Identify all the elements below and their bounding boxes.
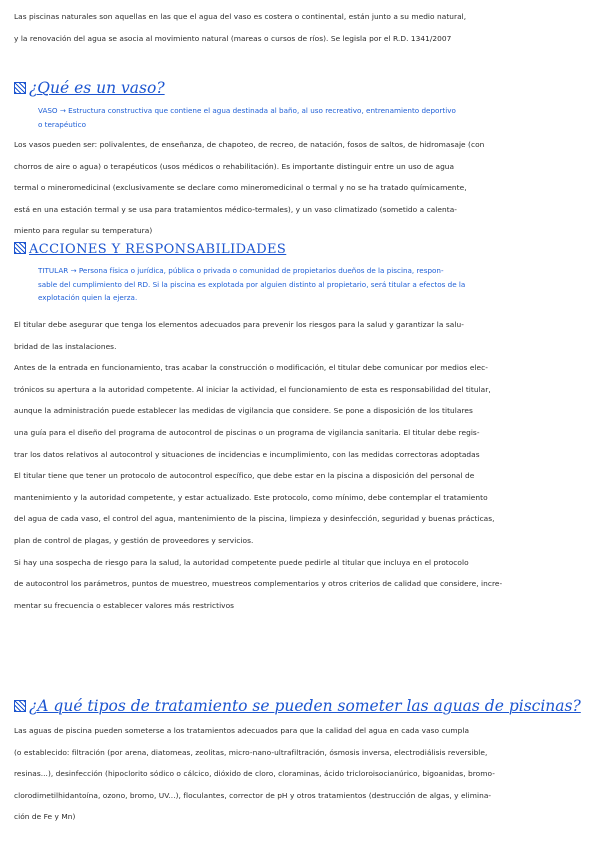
body-line: ción de Fe y Mn) (14, 812, 76, 822)
section-title: ¿Qué es un vaso? (29, 79, 165, 97)
section-heading-vaso (14, 78, 165, 98)
body-line: trar los datos relativos al autocontrol y situaciones de incidencias e incumplimiento, con las medidas correctoras adoptadas (14, 449, 480, 459)
body-line: El titular tiene que tener un protocolo de autocontrol específico, que debe estar en la piscina a disposición del personal de (14, 471, 475, 481)
body-line: una guía para el diseño del programa de autocontrol de piscinas o un programa de vigilancia sanitaria. El titular debe regis- (14, 427, 480, 437)
definition-vaso (38, 104, 587, 131)
body-line: aunque la administración puede establecer las medidas de vigilancia que considere. Se pone a disposición de los titulares (14, 406, 473, 416)
body-line: del agua de cada vaso, el control del agua, mantenimiento de la piscina, limpieza y desinfección, seguridad y buenas prácticas, (14, 514, 495, 524)
definition-line: VASO → Estructura constructiva que contiene el agua destinada al baño, al uso recreativo, entrenamiento deportivo (38, 106, 456, 115)
body-line: Las aguas de piscina pueden someterse a los tratamientos adecuados para que la calidad del agua en cada vaso cumpla (14, 726, 470, 735)
body-line: miento para regular su temperatura) (14, 226, 153, 236)
intro-line: y la renovación del agua se asocia al movimiento natural (mareas o cursos de ríos). Se legisla por el R.D. 1341/2007 (14, 33, 452, 43)
section1-body (14, 134, 587, 242)
section-heading-tratamientos (14, 696, 581, 716)
body-line: El titular debe asegurar que tenga los elementos adecuados para prevenir los riesgos para la salud y garantizar la salu- (14, 320, 464, 329)
body-line: (o establecido: filtración (por arena, diatomeas, zeolitas, micro-nano-ultrafiltración, ósmosis inversa, electrodiálisis reversible, (14, 747, 488, 757)
body-line: mantenimiento y la autoridad competente, y estar actualizado. Este protocolo, como mínimo, debe contemplar el tratamiento (14, 492, 488, 502)
section3-body (14, 720, 587, 828)
section2-body (14, 314, 587, 616)
definition-line: explotación quien la ejerza. (38, 293, 138, 302)
body-line: Los vasos pueden ser: polivalentes, de enseñanza, de chapoteo, de recreo, de natación, fosos de saltos, de hidromasaje (con (14, 140, 485, 149)
body-line: bridad de las instalaciones. (14, 341, 117, 351)
definition-titular (38, 264, 587, 305)
body-line: chorros de aire o agua) o terapéuticos (usos médicos o rehabilitación). Es importante distinguir entre un uso de agua (14, 161, 455, 171)
body-line: resinas...), desinfección (hipoclorito sódico o cálcico, dióxido de cloro, cloraminas, ácido tricloroisocianúrico, bigoanidas, bromo- (14, 769, 495, 779)
intro-line: Las piscinas naturales son aquellas en las que el agua del vaso es costera o continental, están junto a su medio natural, (14, 12, 467, 21)
definition-line: o terapéutico (38, 119, 86, 129)
definition-line: sable del cumplimiento del RD. Si la piscina es explotada por alguien distinto al propietario, será titular a efectos de la (38, 279, 466, 289)
section-title: ACCIONES Y RESPONSABILIDADES (29, 242, 287, 257)
section-heading-acciones (14, 240, 286, 260)
hatched-box-icon (14, 82, 26, 94)
body-line: plan de control de plagas, y gestión de proveedores y servicios. (14, 535, 254, 545)
body-line: de autocontrol los parámetros, puntos de muestreo, muestreos complementarios y otros criterios de calidad que considere, incre- (14, 579, 503, 589)
body-line: trónicos su apertura a la autoridad competente. Al iniciar la actividad, el funcionamiento de esta es responsabilidad del titular, (14, 384, 491, 394)
body-line: clorodimetilhidantoína, ozono, bromo, UV...), floculantes, corrector de pH y otros tratamientos (destrucción de algas, y elimina- (14, 790, 492, 800)
hatched-box-icon (14, 242, 26, 254)
intro-paragraph (14, 6, 587, 49)
body-line: Si hay una sospecha de riesgo para la salud, la autoridad competente puede pedirle al titular que incluya en el protocolo (14, 557, 469, 567)
definition-line: TITULAR → Persona física o jurídica, pública o privada o comunidad de propietarios dueños de la piscina, respon- (38, 266, 444, 275)
body-line: está en una estación termal y se usa para tratamientos médico-termales), y un vaso climatizado (sometido a calenta- (14, 204, 457, 214)
section-title: ¿A qué tipos de tratamiento se pueden someter las aguas de piscinas? (29, 697, 581, 715)
body-line: mentar su frecuencia o establecer valores más restrictivos (14, 600, 235, 610)
body-line: termal o mineromedicinal (exclusivamente se declare como mineromedicinal o termal y no se ha tratado químicamente, (14, 183, 467, 193)
hatched-box-icon (14, 700, 26, 712)
body-line: Antes de la entrada en funcionamiento, tras acabar la construcción o modificación, el titular debe comunicar por medios elec- (14, 363, 488, 373)
